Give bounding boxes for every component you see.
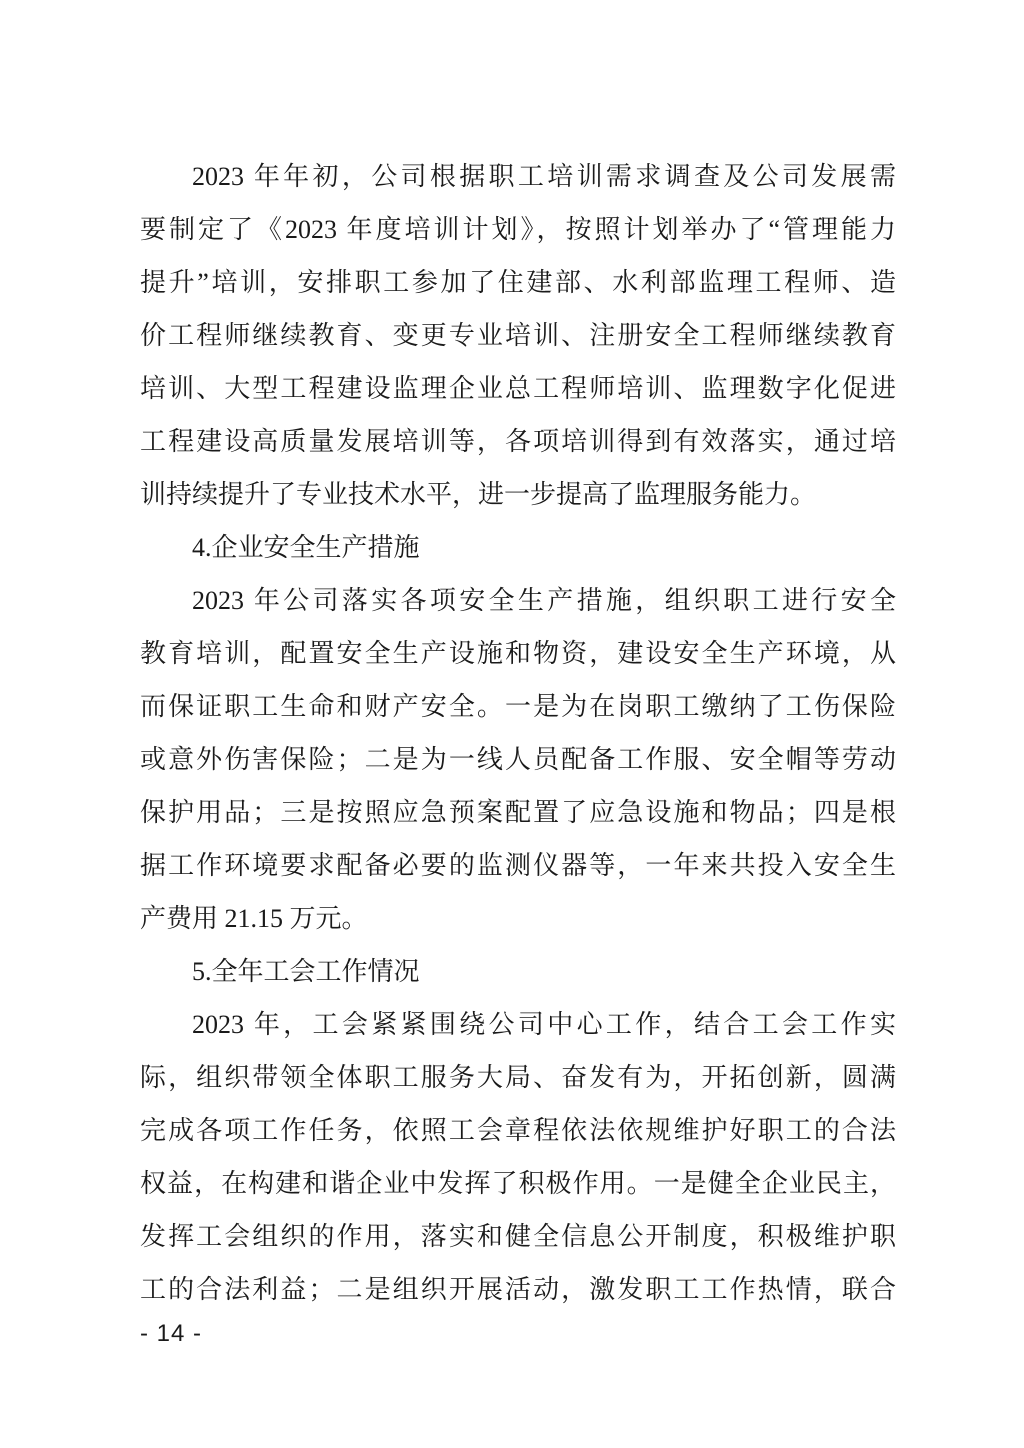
text-line: 2023 年公司落实各项安全生产措施，组织职工进行安全: [192, 586, 896, 615]
text-line: 权益，在构建和谐企业中发挥了积极作用。一是健全企业民主，: [140, 1169, 896, 1198]
text-line: 要制定了《2023 年度培训计划》，按照计划举办了“管理能力: [140, 215, 896, 244]
text-line: 完成各项工作任务，依照工会章程依法依规维护好职工的合法: [140, 1116, 896, 1145]
text-line: 工程建设高质量发展培训等，各项培训得到有效落实，通过培: [140, 427, 896, 456]
text-line: 或意外伤害保险；二是为一线人员配备工作服、安全帽等劳动: [140, 745, 896, 774]
heading-line: 4.企业安全生产措施: [192, 533, 420, 562]
text-line: 产费用 21.15 万元。: [140, 904, 368, 933]
text-line: 培训、大型工程建设监理企业总工程师培训、监理数字化促进: [140, 374, 896, 403]
body-paragraph: [140, 998, 896, 1316]
body-paragraph: [140, 574, 896, 945]
text-line: 价工程师继续教育、变更专业培训、注册安全工程师继续教育: [140, 321, 896, 350]
text-line: 提升”培训，安排职工参加了住建部、水利部监理工程师、造: [140, 268, 896, 297]
text-line: 发挥工会组织的作用，落实和健全信息公开制度，积极维护职: [140, 1222, 896, 1251]
text-line: 2023 年年初，公司根据职工培训需求调查及公司发展需: [192, 162, 896, 191]
page-number: - 14 -: [140, 1320, 203, 1347]
text-line: 训持续提升了专业技术水平，进一步提高了监理服务能力。: [140, 480, 817, 509]
section-heading: [140, 945, 896, 998]
text-line: 际，组织带领全体职工服务大局、奋发有为，开拓创新，圆满: [140, 1063, 896, 1092]
section-heading: [140, 521, 896, 574]
text-line: 据工作环境要求配备必要的监测仪器等，一年来共投入安全生: [140, 851, 896, 880]
text-line: 工的合法利益；二是组织开展活动，激发职工工作热情，联合: [140, 1275, 896, 1304]
text-line: 而保证职工生命和财产安全。一是为在岗职工缴纳了工伤保险: [140, 692, 896, 721]
body-paragraph: [140, 150, 896, 521]
document-content: [140, 150, 896, 1316]
text-line: 教育培训，配置安全生产设施和物资，建设安全生产环境，从: [140, 639, 896, 668]
text-line: 保护用品；三是按照应急预案配置了应急设施和物品；四是根: [140, 798, 896, 827]
text-line: 2023 年，工会紧紧围绕公司中心工作，结合工会工作实: [192, 1010, 896, 1039]
heading-line: 5.全年工会工作情况: [192, 957, 420, 986]
